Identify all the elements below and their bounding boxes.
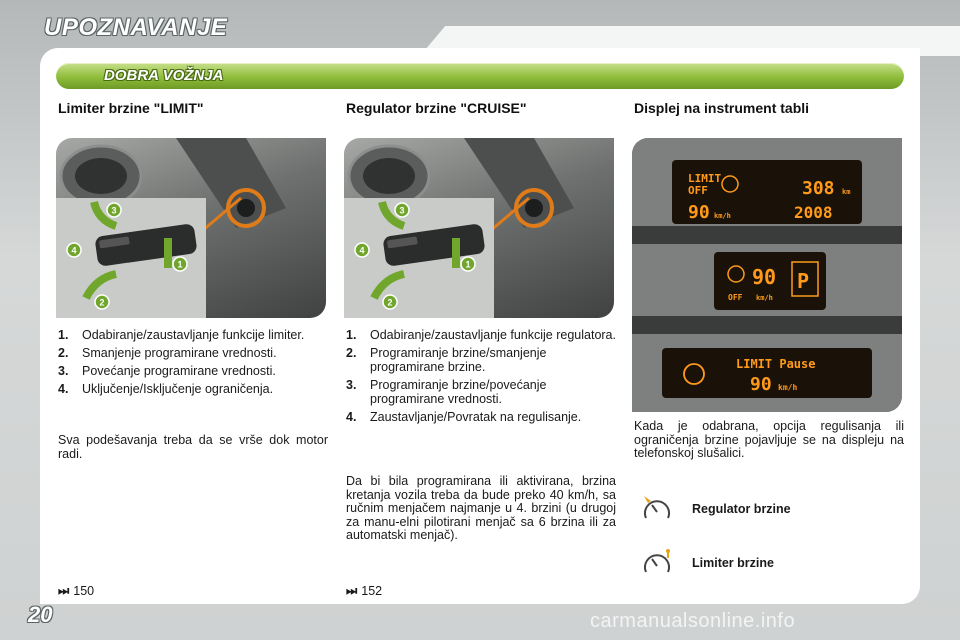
item-number: 2. [58,346,69,360]
display-top-odometer: 308 [802,178,835,199]
item-number: 3. [58,364,69,378]
item-text: Odabiranje/zaustavljanje funkcije limiter. [82,328,305,342]
page-reference-cruise[interactable] [346,584,382,599]
display-note: Kada je odabrana, opcija regulisanja ili ograničenja brzine pojavljuje se na displeju na telefonskoj slušalici. [634,419,904,460]
limiter-note: Sva podešavanja treba da se vrše dok motor radi. [58,433,328,461]
page-number: 20 [28,602,53,627]
instrument-display-photo [632,138,902,412]
display-top-odo-unit: km [842,188,851,196]
callout-4: 4 [359,245,365,256]
item-number: 4. [346,410,357,424]
list-item [58,328,330,342]
display-top-total: 2008 [794,203,833,222]
list-item [346,410,618,424]
list-item [58,346,330,360]
display-top-unit: km/h [714,212,731,220]
item-text: Odabiranje/zaustavljanje funkcije regulatora. [370,328,616,342]
item-text: Uključenje/Isključenje ograničenja. [82,382,274,396]
display-top-line2: OFF [688,184,708,197]
callout-1: 1 [177,259,183,270]
legend-cruise-label: Regulator brzine [692,502,791,516]
display-top-line1: LIMIT [688,172,722,185]
watermark: carmanualsonline.info [590,610,796,632]
list-item [58,382,330,396]
item-number: 1. [346,328,357,342]
legend-limiter-label: Limiter brzine [692,556,774,570]
section-title: DOBRA VOŽNJA [104,67,224,84]
display-mid-speed: 90 [752,265,777,289]
legend-cruise [642,494,791,524]
fast-forward-icon: ⏭ [58,584,70,598]
item-text: Programiranje brzine/smanjenje programirane brzine. [370,346,547,374]
display-top-speed: 90 [688,202,710,223]
limiter-steps-list [58,328,330,400]
cruise-steps-list [346,328,618,428]
list-item [346,346,618,374]
item-text: Smanjenje programirane vrednosti. [82,346,277,360]
limiter-stalk-photo [56,138,326,318]
display-mid-gear: P [797,269,810,293]
heading-limiter: Limiter brzine "LIMIT" [58,100,204,116]
callout-3: 3 [111,205,117,216]
callout-3: 3 [399,205,405,216]
display-mid-unit: km/h [756,294,773,302]
heading-cruise: Regulator brzine "CRUISE" [346,100,527,116]
list-item [58,364,330,378]
item-text: Povećanje programirane vrednosti. [82,364,276,378]
fast-forward-icon: ⏭ [346,584,358,598]
reference-number: 152 [361,584,383,598]
display-mid-status: OFF [728,293,743,302]
item-number: 2. [346,346,357,360]
reference-number: 150 [73,584,95,598]
cruise-stalk-photo [344,138,614,318]
list-item [346,378,618,406]
callout-4: 4 [71,245,77,256]
item-text: Zaustavljanje/Povratak na regulisanje. [370,410,582,424]
callout-1: 1 [465,259,471,270]
display-bottom-unit: km/h [778,383,798,392]
item-number: 4. [58,382,69,396]
cruise-note: Da bi bila programirana ili aktivirana, brzina kretanja vozila treba da bude preko 40 km/h, sa ručnim menjačem najmanje u 4. brzini (u drugoj za manu-elni pilotirani menjač sa 6 brzina ili za automatski menjač). [346,474,616,542]
callout-2: 2 [387,297,393,308]
section-banner [56,63,904,89]
page-reference-limiter[interactable] [58,584,94,599]
display-bottom-status: LIMIT Pause [736,357,816,371]
item-number: 1. [58,328,69,342]
display-bottom-speed: 90 [750,374,772,395]
legend-limiter [642,548,774,578]
cruise-speedometer-icon [642,494,672,524]
callout-2: 2 [99,297,105,308]
item-text: Programiranje brzine/povećanje programirane vrednosti. [370,378,547,406]
heading-display: Displej na instrument tabli [634,100,810,116]
list-item [346,328,618,342]
item-number: 3. [346,378,357,392]
limiter-speedometer-icon [642,548,672,578]
page-title: UPOZNAVANJE [44,14,228,41]
